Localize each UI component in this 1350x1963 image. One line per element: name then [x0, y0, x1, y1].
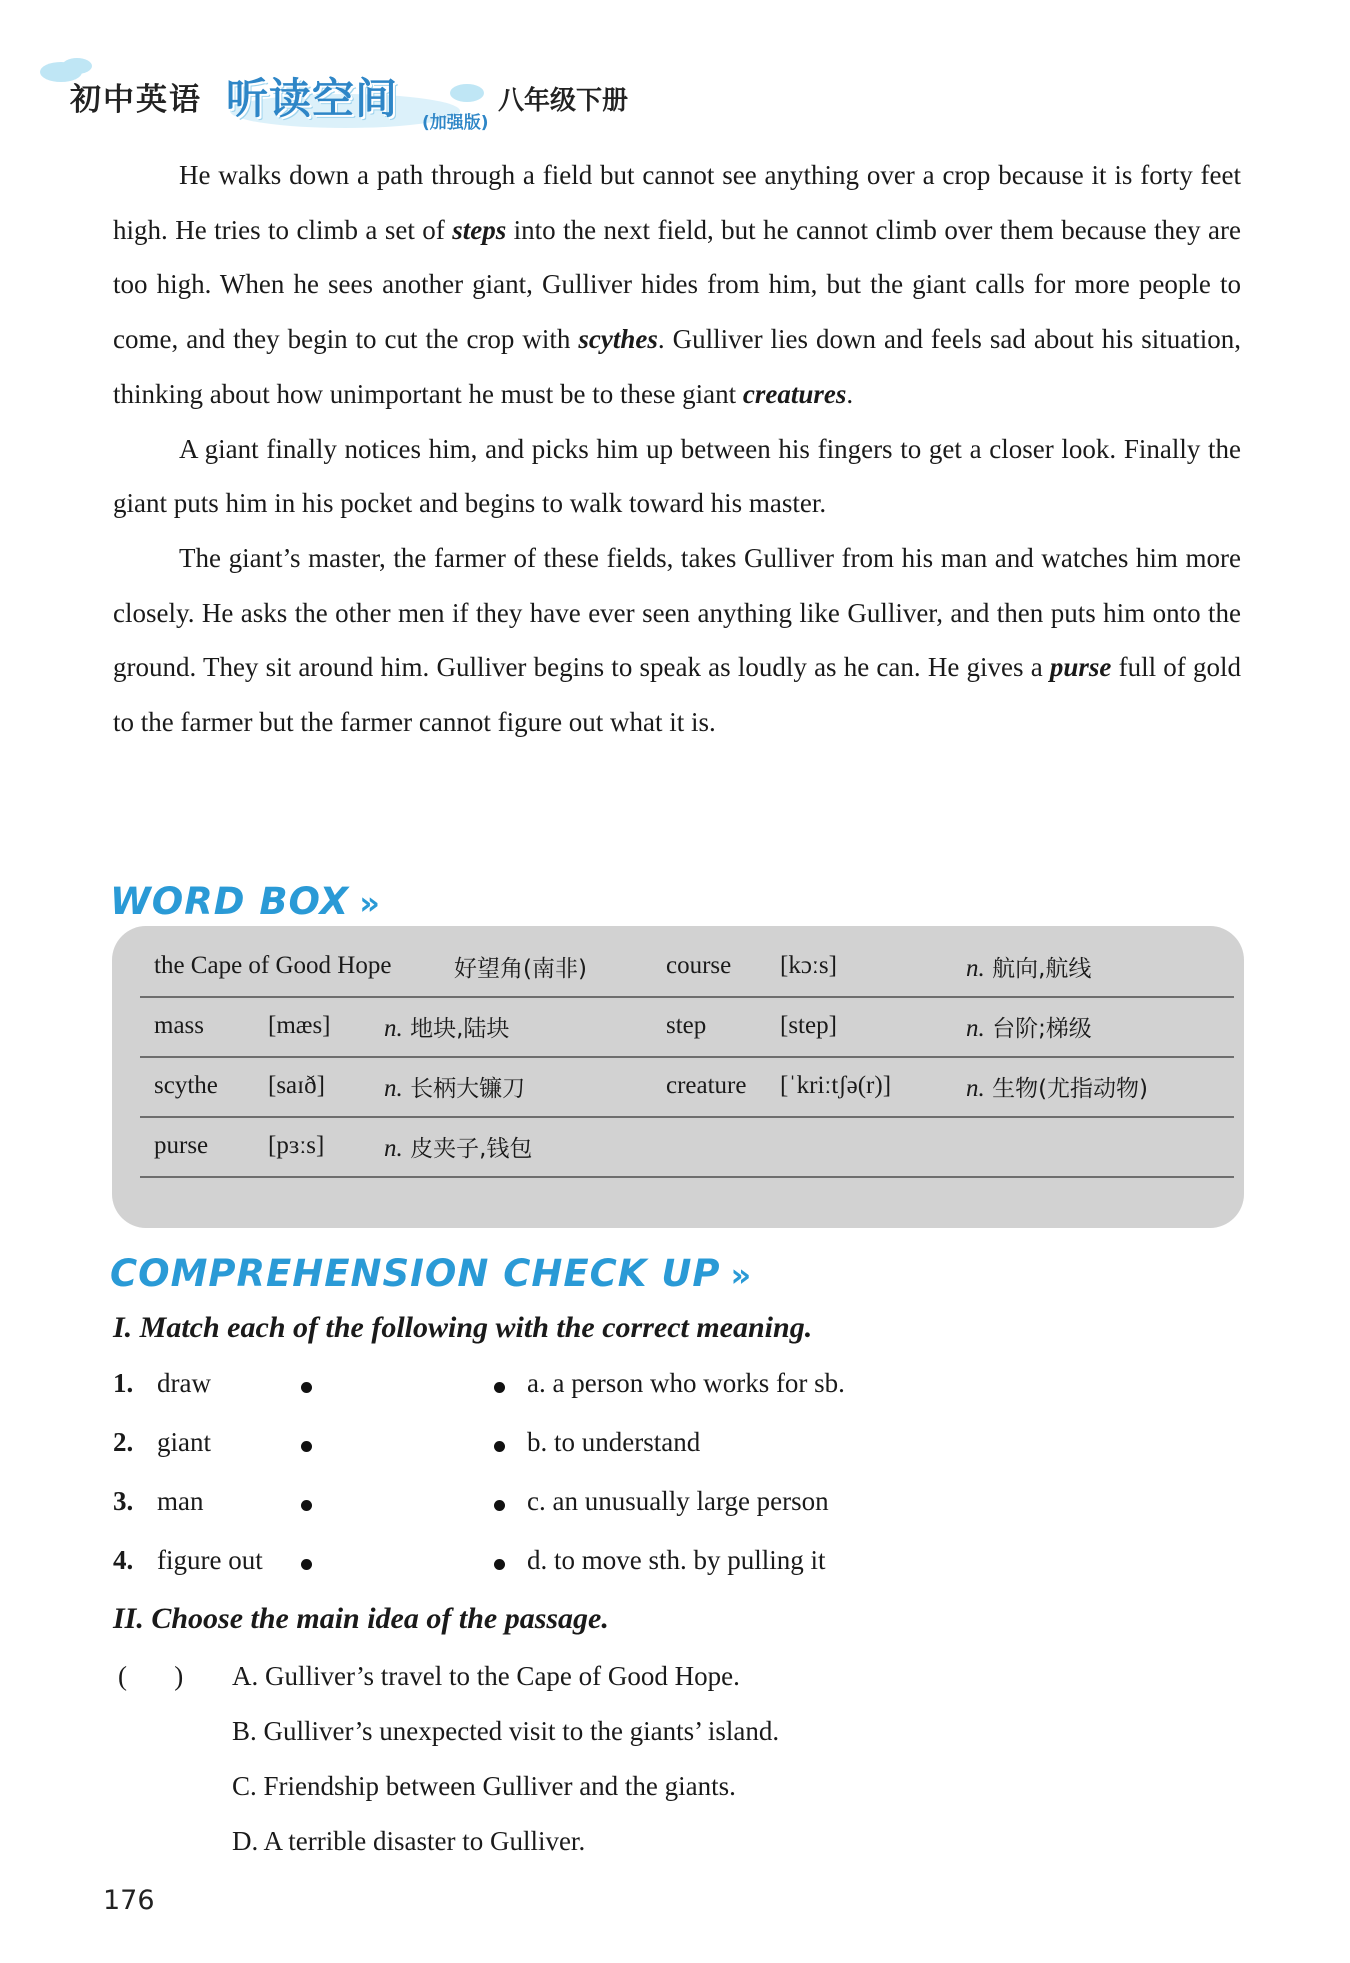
match-dot-right[interactable]	[494, 1441, 505, 1452]
comprehension-heading: COMPREHENSION CHECK UP »	[110, 1252, 753, 1295]
word-box-row: the Cape of Good Hope 好望角(南非) course [kɔːs] n. 航向,航线	[140, 936, 1234, 998]
word-box-row: purse [pɜːs] n. 皮夹子,钱包	[140, 1116, 1234, 1178]
double-chevron-icon: »	[730, 1256, 753, 1294]
choice-b: B. Gulliver’s unexpected visit to the giants’ island.	[232, 1716, 780, 1746]
vocab-word: purse	[1049, 652, 1112, 683]
cloud-decoration	[62, 58, 92, 74]
part2-title: II. Choose the main idea of the passage.	[113, 1602, 609, 1635]
book-title: 初中英语	[70, 82, 202, 118]
part1-title: I. Match each of the following with the correct meaning.	[113, 1311, 813, 1344]
page-header	[40, 58, 660, 138]
paragraph-1: He walks down a path through a field but cannot see anything over a crop because it is forty feet high. He tries to climb a set of steps into the next field, but he cannot climb over them because they are too high. When he sees another giant, Gulliver hides from him, but the giant calls for more people to come, and they begin to cut the crop with scythes. Gulliver lies down and feels sad about his situation, thinking about how unimportant he must be to these giant creatures.	[113, 160, 1242, 409]
match-item: 3. man c. an unusually large person	[113, 1486, 829, 1516]
match-dot-left[interactable]	[301, 1500, 312, 1511]
choice-d: D. A terrible disaster to Gulliver.	[232, 1826, 586, 1856]
word-box-row: mass [mæs] n. 地块,陆块 step [step] n. 台阶;梯级	[140, 996, 1234, 1058]
grade-label: 八年级下册	[498, 86, 629, 116]
vocab-word: scythes	[578, 324, 658, 355]
paragraph-2: A giant finally notices him, and picks him up between his fingers to get a closer look. Finally the giant puts him in his pocket and begins to walk toward his master.	[113, 433, 1241, 519]
paragraph-3: The giant’s master, the farmer of these fields, takes Gulliver from his man and watches him more closely. He asks the other men if they have ever seen anything like Gulliver, and then puts him onto the ground. They sit around him. Gulliver begins to speak as loudly as he can. He gives a purse full of gold to the farmer but the farmer cannot figure out what it is.	[113, 542, 1241, 738]
cloud-decoration	[450, 84, 484, 102]
match-dot-right[interactable]	[494, 1500, 505, 1511]
match-dot-left[interactable]	[301, 1559, 312, 1570]
match-item: 1. draw a. a person who works for sb.	[113, 1368, 845, 1398]
word-box-row: scythe [saɪð] n. 长柄大镰刀 creature [ˈkriːtʃə(r)] n. 生物(尤指动物)	[140, 1056, 1234, 1118]
match-dot-left[interactable]	[301, 1441, 312, 1452]
brand-logo: 听读空间	[226, 74, 399, 123]
match-item: 2. giant b. to understand	[113, 1427, 701, 1457]
match-dot-right[interactable]	[494, 1382, 505, 1393]
edition-label: (加强版)	[422, 113, 489, 133]
choice-c: C. Friendship between Gulliver and the giants.	[232, 1771, 736, 1801]
choice-a: A. Gulliver’s travel to the Cape of Good Hope.	[232, 1661, 740, 1691]
match-item: 4. figure out d. to move sth. by pulling it	[113, 1545, 826, 1575]
answer-blank[interactable]: ( )	[118, 1661, 184, 1691]
match-dot-right[interactable]	[494, 1559, 505, 1570]
double-chevron-icon: »	[359, 884, 381, 922]
word-box	[112, 926, 1244, 1228]
page-number: 176	[103, 1885, 155, 1916]
vocab-word: steps	[452, 214, 507, 245]
word-box-heading: WORD BOX »	[110, 880, 381, 923]
vocab-word: creatures	[742, 378, 847, 409]
reading-passage	[113, 148, 1241, 750]
match-dot-left[interactable]	[301, 1382, 312, 1393]
